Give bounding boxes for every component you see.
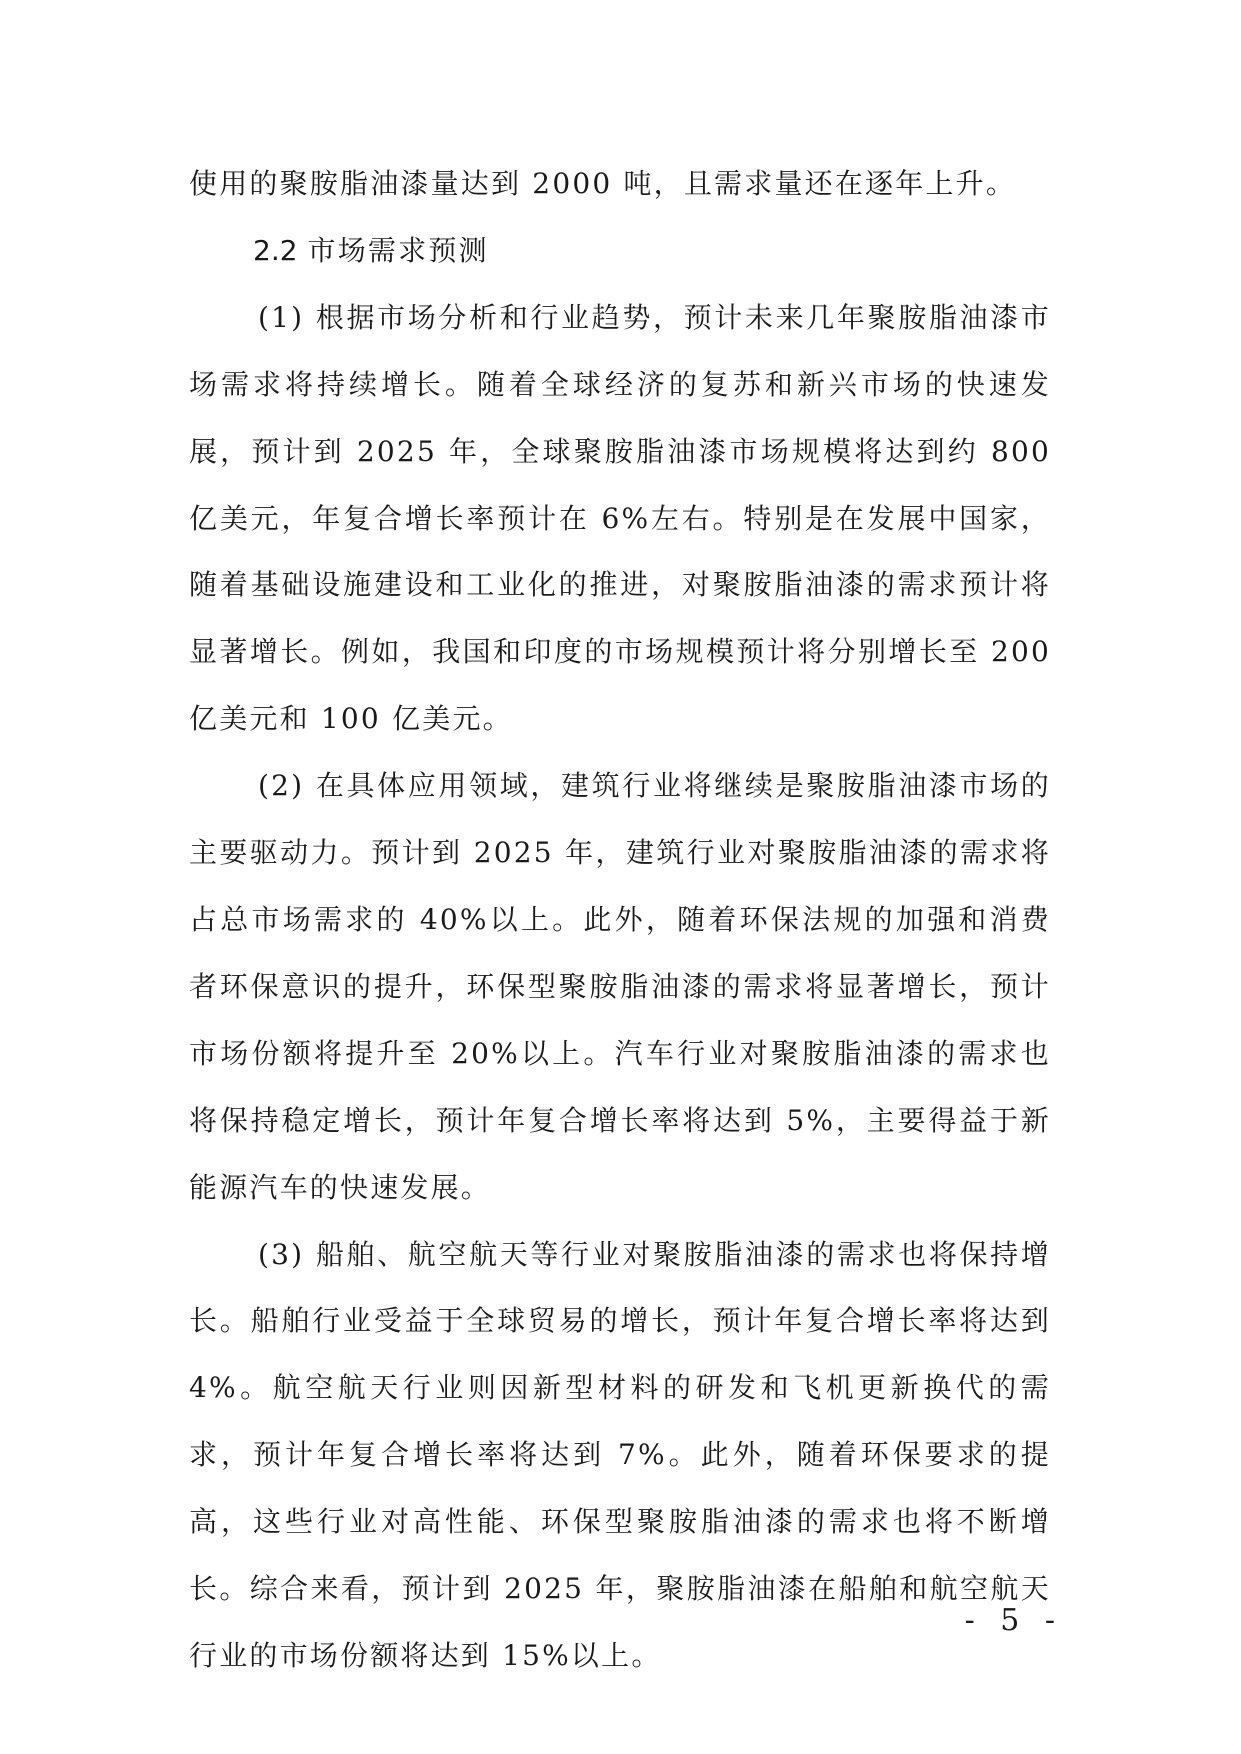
paragraph-2: (2) 在具体应用领域，建筑行业将继续是聚胺脂油漆市场的主要驱动力。预计到 2025 年，建筑行业对聚胺脂油漆的需求将占总市场需求的 40%以上。此外，随着环保法规的加强和消费者环保意识的提升，环保型聚胺脂油漆的需求将显著增长，预计市场份额将提升至 20%以上。汽车行业对聚胺脂油漆的需求也将保持稳定增长，预计年复合增长率将达到 5%，主要得益于新能源汽车的快速发展。: [189, 769, 1051, 1204]
paragraph-3: (3) 船舶、航空航天等行业对聚胺脂油漆的需求也将保持增长。船舶行业受益于全球贸易的增长，预计年复合增长率将达到 4%。航空航天行业则因新型材料的研发和飞机更新换代的需求，预计年复合增长率将达到 7%。此外，随着环保要求的提高，这些行业对高性能、环保型聚胺脂油漆的需求也将不断增长。综合来看，预计到 2025 年，聚胺脂油漆在船舶和航空航天行业的市场份额将达到 15%以上。: [189, 1237, 1051, 1672]
page-number: - 5 -: [964, 1603, 1063, 1638]
section-number: 2.2: [253, 233, 298, 267]
section-title: 市场需求预测: [307, 233, 489, 267]
paragraph-1: (1) 根据市场分析和行业趋势，预计未来几年聚胺脂油漆市场需求将持续增长。随着全球经济的复苏和新兴市场的快速发展，预计到 2025 年，全球聚胺脂油漆市场规模将达到约 800 亿美元，年复合增长率预计在 6%左右。特别是在发展中国家，随着基础设施建设和工业化的推进，对聚胺脂油漆的需求预计将显著增长。例如，我国和印度的市场规模预计将分别增长至 200 亿美元和 100 亿美元。: [189, 300, 1051, 736]
continuation-text: 使用的聚胺脂油漆量达到 2000 吨，且需求量还在逐年上升。: [189, 167, 1017, 200]
section-heading: [189, 218, 1051, 285]
document-body: [189, 151, 1051, 1690]
